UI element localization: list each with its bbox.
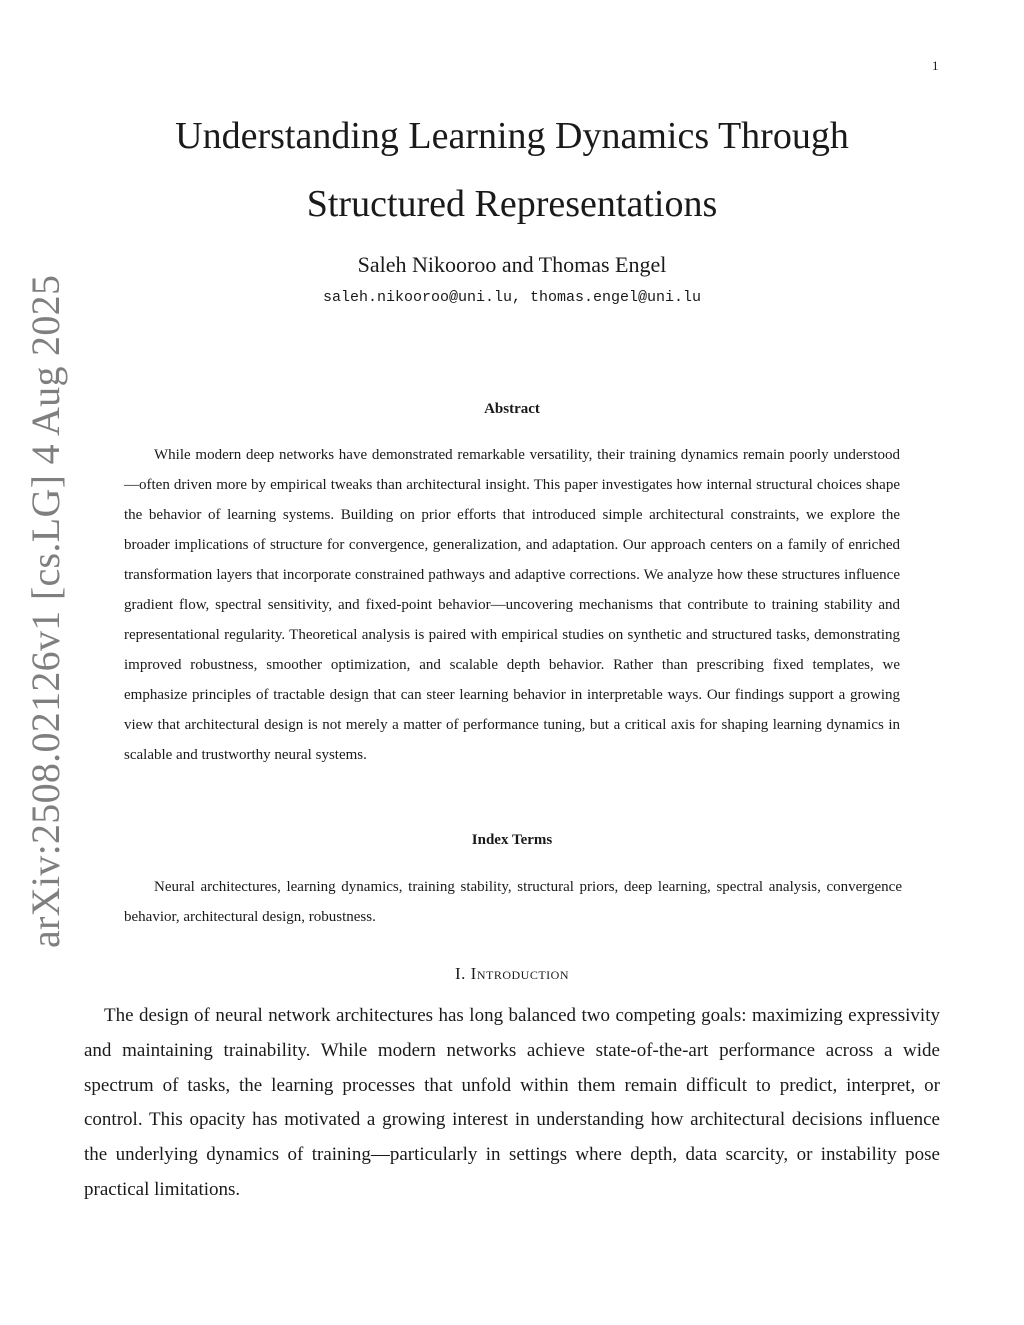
- author-names: Saleh Nikooroo and Thomas Engel: [357, 252, 667, 277]
- author-emails[interactable]: saleh.nikooroo@uni.lu, thomas.engel@uni.lu: [322, 289, 702, 306]
- section-number: I.: [455, 964, 466, 983]
- section-heading-introduction: [100, 964, 924, 984]
- page-number: 1: [932, 58, 939, 73]
- section-title: Introduction: [470, 964, 569, 983]
- abstract-text: While modern deep networks have demonstrated remarkable versatility, their training dynamics remain poorly understood—often driven more by empirical tweaks than architectural insight. This paper investigates how internal structural choices shape the behavior of learning systems. Building on prior efforts that introduced simple architectural constraints, we explore the broader implications of structure for convergence, generalization, and adaptation. Our approach centers on a family of enriched transformation layers that incorporate constrained pathways and adaptive corrections. We analyze how these structures influence gradient flow, spectral sensitivity, and fixed-point behavior—uncovering mechanisms that contribute to training stability and representational regularity. Theoretical analysis is paired with empirical studies on synthetic and structured tasks, demonstrating improved robustness, smoother optimization, and scalable depth behavior. Rather than prescribing fixed templates, we emphasize principles of tractable design that can steer learning behavior in interpretable ways. Our findings support a growing view that architectural design is not merely a matter of performance tuning, but a critical axis for shaping learning dynamics in scalable and trustworthy neural systems.: [124, 447, 900, 763]
- paper-title: [100, 102, 924, 238]
- title-line-1: Understanding Learning Dynamics Through: [175, 115, 849, 157]
- abstract-heading: Abstract: [484, 401, 540, 417]
- introduction-paragraph: The design of neural network architectures has long balanced two competing goals: maximizing expressivity and maintaining trainability. While modern networks achieve state-of-the-art performance across a wide spectrum of tasks, the learning processes that unfold within them remain difficult to predict, interpret, or control. This opacity has motivated a growing interest in understanding how architectural decisions influence the underlying dynamics of training—particularly in settings where depth, data scarcity, or instability pose practical limitations.: [84, 1005, 940, 1200]
- arxiv-identifier-stamp[interactable]: arXiv:2508.02126v1 [cs.LG] 4 Aug 2025: [23, 274, 68, 948]
- title-line-2: Structured Representations: [306, 183, 718, 225]
- index-terms-text: Neural architectures, learning dynamics, training stability, structural priors, deep learning, spectral analysis, convergence behavior, architectural design, robustness.: [124, 879, 902, 925]
- index-terms-heading: Index Terms: [471, 832, 553, 848]
